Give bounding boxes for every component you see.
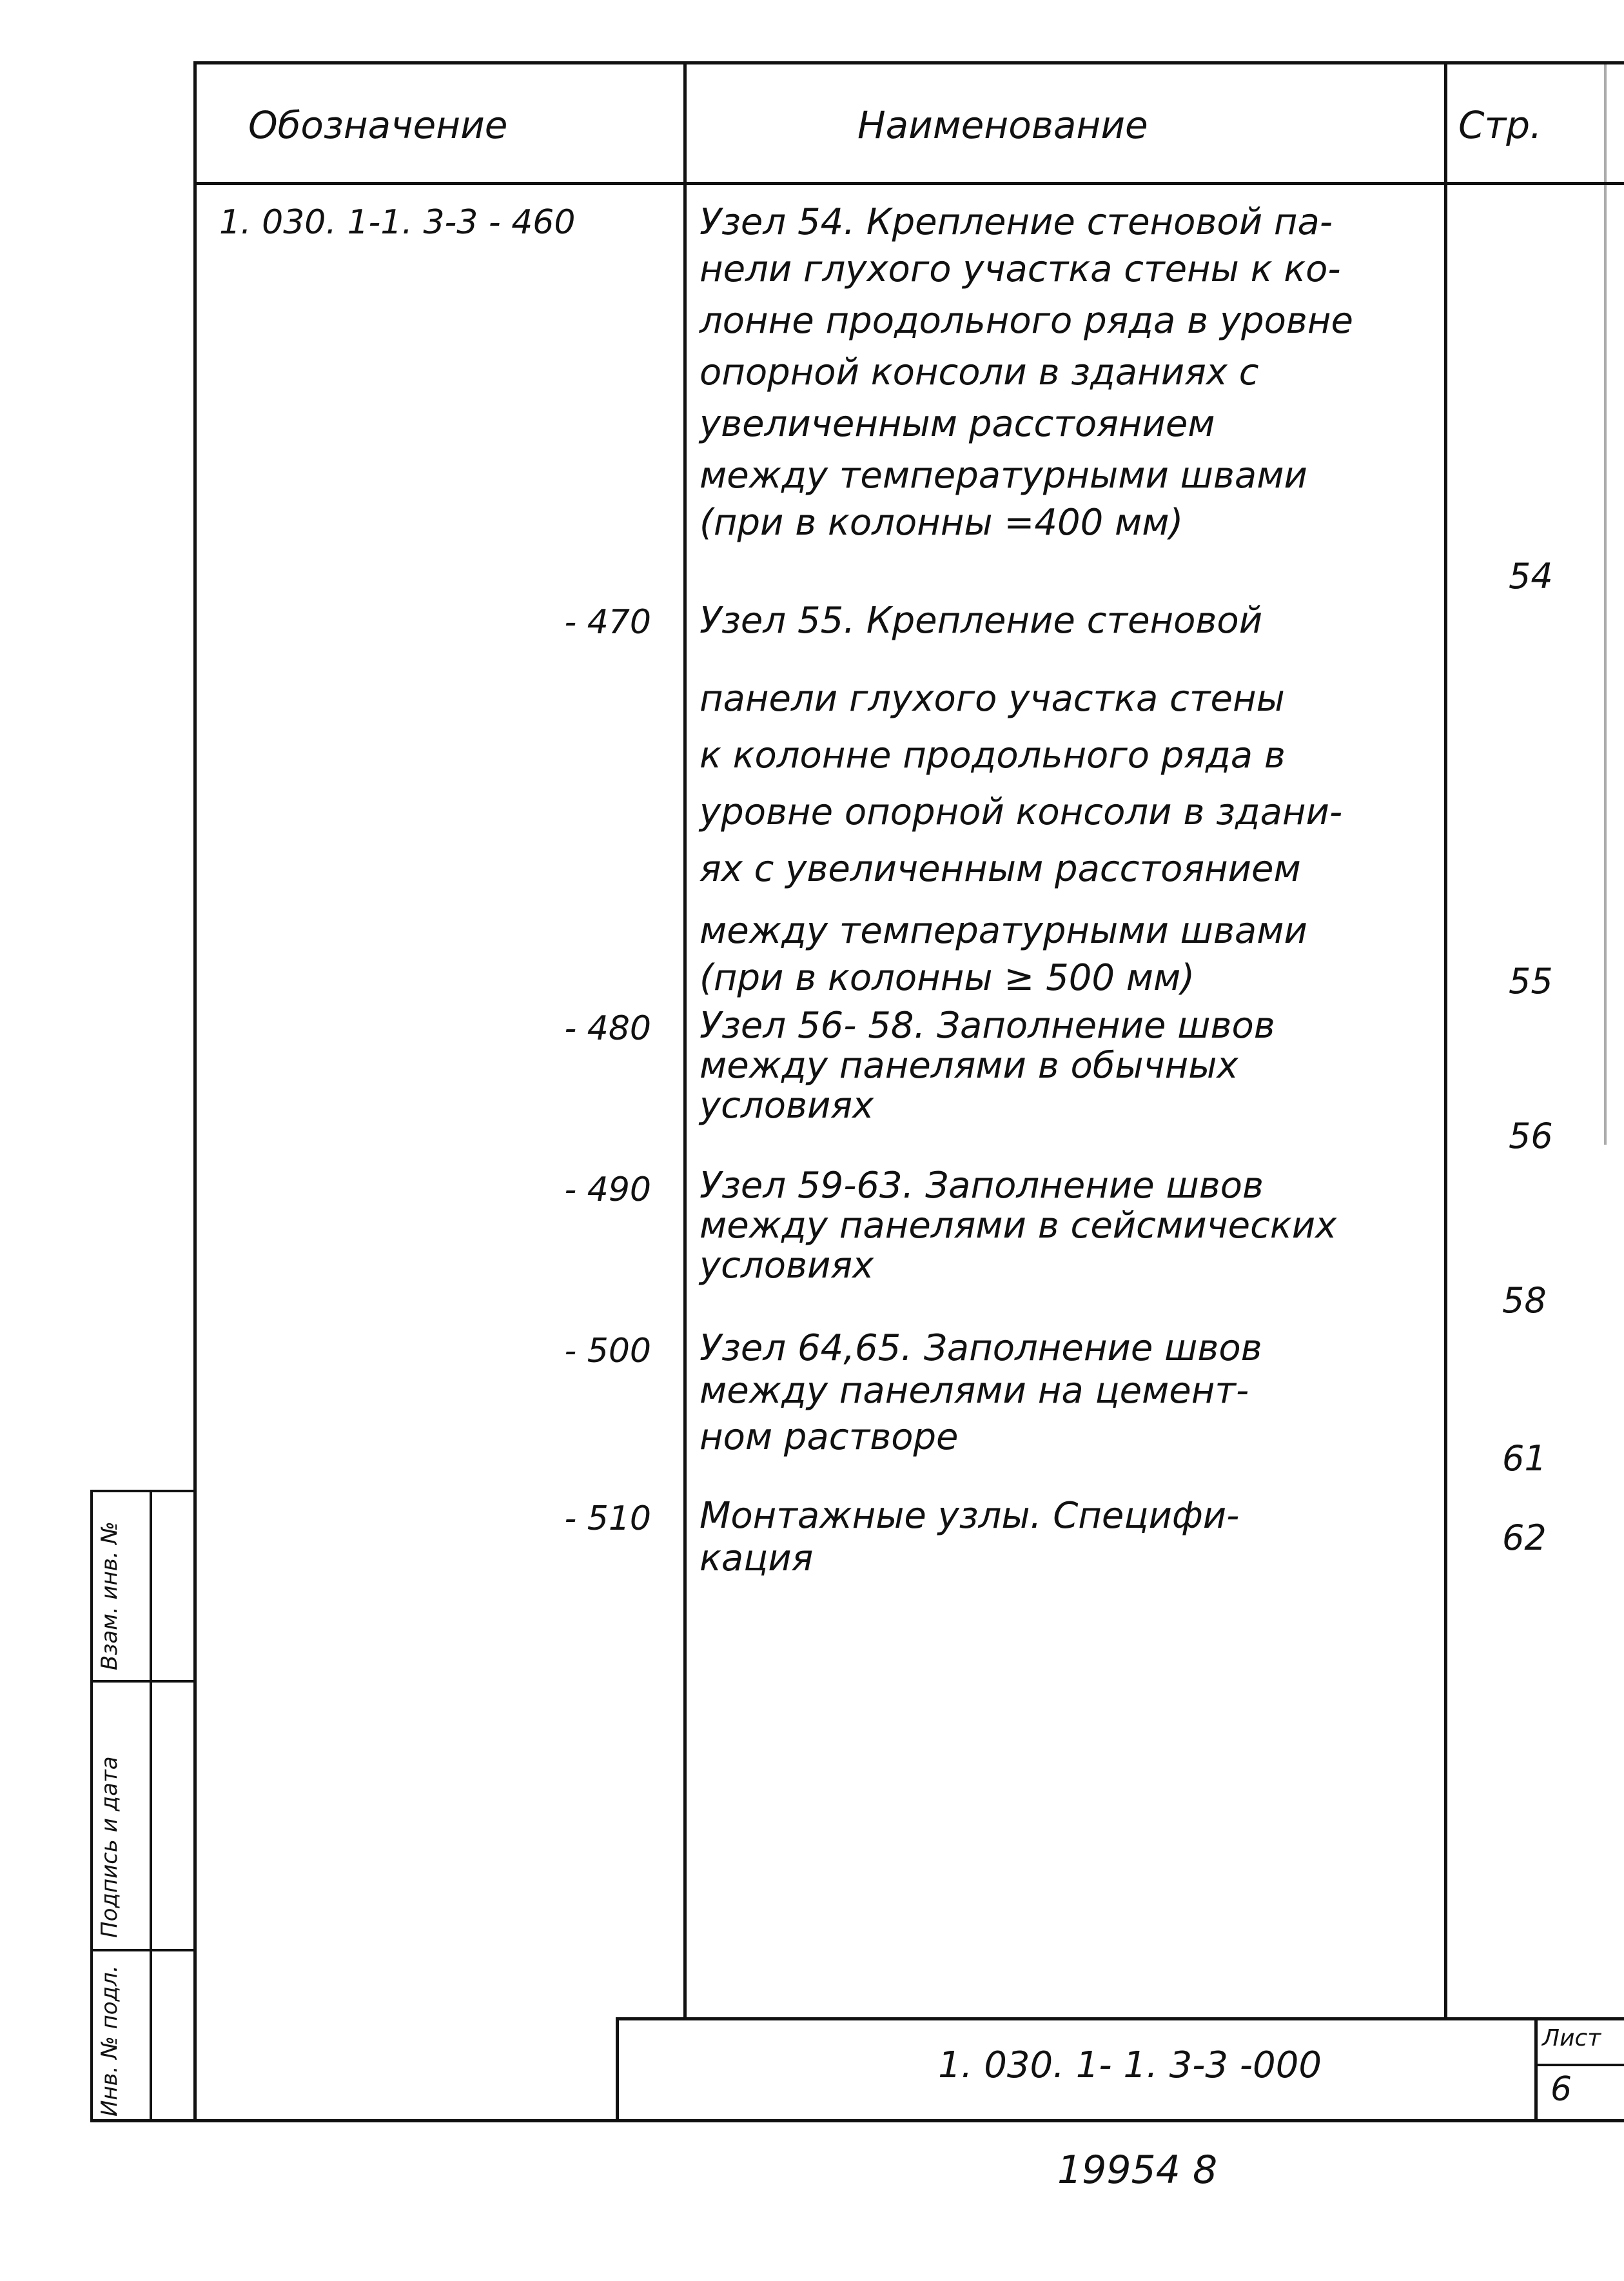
row-page: 58: [1502, 1280, 1547, 1321]
desc-line: условиях: [699, 1245, 874, 1287]
desc-line: Монтажные узлы. Специфи-: [699, 1495, 1240, 1537]
row-description: [699, 600, 1441, 1000]
row-code: - 490: [564, 1170, 651, 1209]
title-doc-code: 1. 030. 1- 1. 3-3 -000: [938, 2044, 1322, 2086]
desc-line: (при в колонны ≥ 500 мм): [699, 957, 1195, 999]
frame-bottom: [90, 2119, 1624, 2122]
desc-line: ях с увеличенным расстоянием: [699, 848, 1301, 890]
row-description: [699, 201, 1441, 544]
side-strip-top: [90, 1490, 197, 1492]
desc-line: нели глухого участка стены к ко-: [699, 248, 1341, 290]
row-description: [699, 1166, 1441, 1286]
title-block-sheet-line: [1534, 2064, 1624, 2066]
row-description: [699, 1327, 1441, 1459]
title-sheet-label: Лист: [1542, 2025, 1601, 2051]
row-page: 62: [1502, 1517, 1547, 1558]
header-name: Наименование: [857, 103, 1148, 147]
desc-line: между панелями в сейсмических: [699, 1205, 1337, 1247]
side-strip-mid: [150, 1490, 152, 2122]
row-description: [699, 1495, 1441, 1580]
row-code: - 470: [564, 603, 651, 642]
row-code: - 500: [564, 1332, 651, 1370]
desc-line: (при в колонны =400 мм): [699, 502, 1184, 544]
desc-line: Узел 59-63. Заполнение швов: [699, 1165, 1264, 1207]
desc-line: Узел 55. Крепление стеновой: [699, 600, 1263, 642]
desc-line: опорной консоли в зданиях с: [699, 351, 1259, 393]
row-page: 55: [1509, 961, 1553, 1002]
side-strip-div-2: [90, 1949, 197, 1951]
desc-line: Узел 56- 58. Заполнение швов: [699, 1005, 1275, 1047]
header-bottom-line: [193, 182, 1624, 185]
row-code: 1. 030. 1-1. 3-3 - 460: [219, 203, 576, 242]
desc-line: кация: [699, 1537, 814, 1579]
desc-line: Узел 54. Крепление стеновой па-: [699, 201, 1333, 243]
title-block-left: [616, 2017, 619, 2120]
row-page: 54: [1509, 556, 1553, 597]
desc-line: ном растворе: [699, 1416, 959, 1458]
desc-line: лонне продольного ряда в уровне: [699, 300, 1353, 342]
desc-line: увеличенным расстоянием: [699, 403, 1215, 445]
stamp-vzam-inv: Взам. инв. №: [97, 1521, 122, 1670]
title-sheet-number: 6: [1551, 2070, 1572, 2109]
row-page: 56: [1509, 1116, 1553, 1156]
header-page: Стр.: [1458, 103, 1542, 147]
title-block-sheet-divider: [1534, 2017, 1538, 2120]
desc-line: между панелями на цемент-: [699, 1370, 1249, 1412]
stamp-inv-podl: Инв. № подл.: [97, 1965, 122, 2117]
frame-top: [193, 61, 1624, 64]
row-code: - 510: [564, 1499, 651, 1538]
header-designation: Обозначение: [248, 103, 508, 147]
desc-line: Узел 64,65. Заполнение швов: [699, 1327, 1262, 1369]
frame-left: [193, 61, 197, 2122]
row-code: - 480: [564, 1009, 651, 1048]
row-description: [699, 1006, 1441, 1126]
desc-line: условиях: [699, 1085, 874, 1127]
desc-line: между температурными швами: [699, 455, 1307, 497]
footer-number: 19954 8: [1057, 2148, 1218, 2193]
col-divider-2: [1444, 61, 1447, 2019]
desc-line: между температурными швами: [699, 910, 1307, 952]
title-block-top: [616, 2017, 1624, 2020]
side-strip-div-1: [90, 1680, 197, 1683]
desc-line: к колонне продольного ряда в: [699, 735, 1286, 776]
desc-line: панели глухого участка стены: [699, 678, 1285, 720]
col-divider-1: [683, 61, 687, 2019]
side-strip-left: [90, 1490, 93, 2122]
stamp-podpis-data: Подпись и дата: [97, 1756, 122, 1938]
desc-line: уровне опорной консоли в здани-: [699, 791, 1343, 833]
row-page: 61: [1502, 1438, 1547, 1479]
desc-line: между панелями в обычных: [699, 1045, 1238, 1087]
